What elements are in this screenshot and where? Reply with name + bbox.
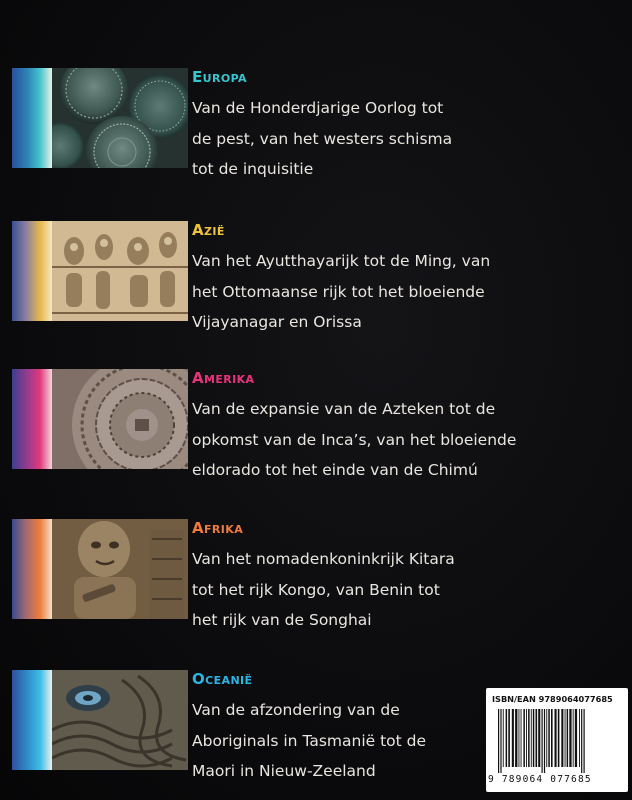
azie-relief-photo <box>52 221 188 321</box>
description-line: opkomst van de Inca’s, van het bloeiende <box>192 430 517 449</box>
section-description <box>192 544 612 636</box>
color-gradient-bar <box>12 221 52 321</box>
description-line: Aboriginals in Tasmanië tot de <box>192 731 427 750</box>
color-gradient-bar <box>12 670 52 770</box>
isbn-barcode <box>486 688 628 792</box>
description-line: Van het nomadenkoninkrijk Kitara <box>192 550 455 568</box>
description-line: Van de afzondering van de <box>192 701 400 719</box>
section-azie <box>12 221 612 331</box>
amerika-calendar-stone-photo <box>52 369 188 469</box>
afrika-bronze-figure-photo <box>52 519 188 619</box>
section-title: Azië <box>192 221 225 239</box>
description-line: het rijk van de Songhai <box>192 611 372 629</box>
color-gradient-bar <box>12 369 52 469</box>
description-line: Van de Honderdjarige Oorlog tot <box>192 99 444 117</box>
section-afrika <box>12 519 612 629</box>
europa-coins-photo <box>52 68 188 168</box>
description-line: Van het Ayutthayarijk tot de Ming, van <box>192 252 491 270</box>
section-europa <box>12 68 612 178</box>
section-title: Europa <box>192 68 247 86</box>
description-line: tot de inquisitie <box>192 160 314 178</box>
color-gradient-bar <box>12 519 52 619</box>
isbn-label: ISBN/EAN 9789064077685 <box>492 694 613 704</box>
description-line: Van de expansie van de Azteken tot de <box>192 400 496 418</box>
barcode-bars <box>496 709 620 773</box>
section-amerika <box>12 369 612 479</box>
description-line: de pest, van het westers schisma <box>192 129 453 148</box>
description-line: eldorado tot het einde van de Chimú <box>192 461 478 479</box>
section-title: Amerika <box>192 369 255 387</box>
barcode-number: 9 789064 077685 <box>488 774 592 785</box>
section-title: Oceanië <box>192 670 253 688</box>
description-line: tot het rijk Kongo, van Benin tot <box>192 580 440 599</box>
section-title: Afrika <box>192 519 244 537</box>
section-description <box>192 394 612 486</box>
description-line: het Ottomaanse rijk tot het bloeiende <box>192 282 485 301</box>
description-line: Maori in Nieuw-Zeeland <box>192 762 376 780</box>
description-line: Vijayanagar en Orissa <box>192 313 362 331</box>
oceanie-maori-carving-photo <box>52 670 188 770</box>
section-description <box>192 246 612 338</box>
color-gradient-bar <box>12 68 52 168</box>
section-description <box>192 93 612 185</box>
